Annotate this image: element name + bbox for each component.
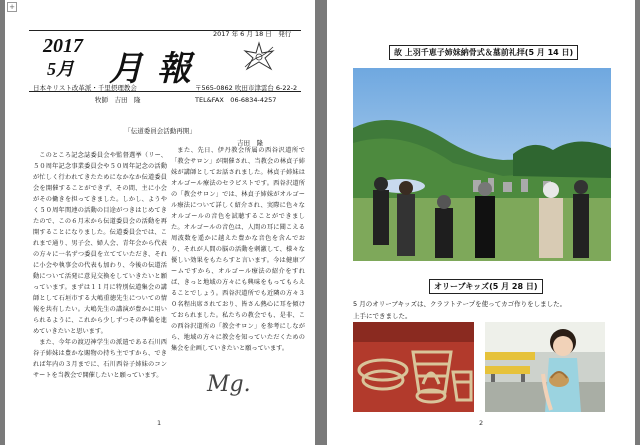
article-column-left [33, 150, 167, 381]
child-with-basket-photo [485, 322, 605, 412]
page-number: 1 [157, 419, 162, 427]
kids-description [353, 298, 615, 322]
church-logo-icon [239, 39, 279, 75]
article-paragraph: また、先日、伊丹教会所属の西谷沢道所で「教会サロン」が開催され、当教会の林貞子姉妹が講師としてお話されました。林貞子姉妹はオルゴール療法のセラピストです。西谷沢道所の「教会サロン」では、林貞子姉妹がオルゴール療法について詳しく紹介され、実際に色々なオルゴールの音色を試聴することができました。オルゴールの音色は、人間の耳に聞こえる周波数を遥かに越えた豊かな音色を含んでおり、それが人間の脳の活動を刺激して、様々な優しい効果をもたらすと言います。今は健康ブームですから、オルゴール療法の紹介をすれば、きっと地域の方々にも興味をもってもらえることでしょう。西谷沢道所でも近隣の方々３０名程出席されており、皆さん熱心に耳を傾けておられました。私たちの教会でも、是非、この西谷沢道所の「教会サロン」を参考にしながら、地域の方々に教会を知っていただくための集会を企画していきたいと願っています。 [171, 147, 305, 352]
church-address: 〒565-0862 吹田市津雲台 6-22-2 [195, 84, 298, 92]
masthead [29, 30, 301, 104]
move-handle-icon[interactable]: + [7, 2, 17, 12]
masthead-month: 5月 [47, 59, 74, 79]
funeral-section-title: 故 上羽千恵子姉妹納骨式＆墓前礼拝(5 月 14 日) [389, 45, 578, 60]
newsletter-page-1 [5, 0, 315, 445]
cemetery-photo [353, 68, 611, 261]
masthead-title: 月報 [109, 49, 205, 89]
kids-text-line: 5 月のオリーブキッズは、クラフトテープを使ってカゴ作りをしました。 [353, 300, 567, 308]
basket-craft-photo [353, 322, 474, 412]
pastor-name: 牧師 吉田 隆 [95, 96, 141, 104]
page-number: 2 [479, 419, 484, 427]
issue-date: 2017 年 6 月 18 日 発行 [213, 30, 292, 38]
signature: Mg. [207, 372, 251, 397]
article-paragraph: このところ記念誌委員会や監督選挙（リー、５０周年記念事業委員会や５０周年記念の活動が忙しく行われてきたためになかなか伝道委員会を開催することができず、その間、主に小会がその働きを担ってきました。しかし、ようやく５０周年関連の活動の目途がつきはじめてきたので、この６月末から伝道委員会の活動を再開することになりました。伝道委員会では、これまで通り、男子会、婦人会、青年会から代表の方々に一名ずつ委員を立てていただき、それに小会や執事会の代表も加わり、今後の伝道活動について活発に意見交換をしていきたいと願っています。まずは１１月に特別伝道集会の講師として石垣市する大嶋重徳先生についての情報を共有したい。大嶋先生の講演が豊かに用いられるように、これから少しずつその準備を進めていきたいと思います。 [33, 152, 167, 335]
kids-section-title: オリーブキッズ(5 月 28 日) [429, 279, 543, 294]
publisher-name: 日本キリスト改革派・千里摂理教会 [33, 84, 137, 92]
article-title: 「伝道委員会活動再開」 [124, 127, 196, 135]
article-author: 吉田 隆 [237, 139, 263, 147]
article-paragraph: また、今年の渡辺神学生の派遣である石川西谷子姉妹は豊かな賜物の持ち主ですから、できれば年内の３月までに、石川西谷子姉妹のコンサートを当教会で開催したいと願っています。 [33, 339, 167, 379]
article-column-right [171, 145, 305, 354]
church-tel: TEL&FAX 06-6834-4257 [195, 96, 277, 104]
newsletter-page-2 [327, 0, 635, 445]
masthead-year: 2017 [43, 35, 83, 57]
kids-text-line: 上手にできました。 [353, 312, 412, 320]
